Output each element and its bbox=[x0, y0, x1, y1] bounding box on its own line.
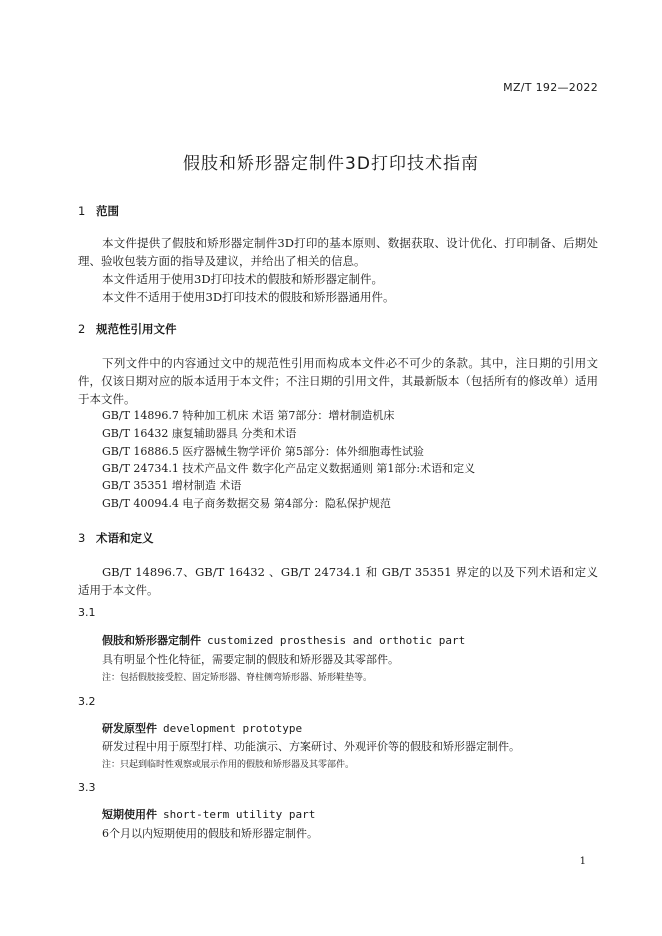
term-english: short-term utility part bbox=[163, 808, 316, 821]
paragraph: 本文件不适用于使用3D打印技术的假肢和矫形器通用件。 bbox=[102, 290, 395, 304]
reference-item: GB/T 16432 康复辅助器具 分类和术语 bbox=[102, 427, 297, 440]
term-definition: 6个月以内短期使用的假肢和矫形器定制件。 bbox=[102, 827, 318, 840]
term-english: customized prosthesis and orthotic part bbox=[207, 634, 466, 647]
section-title: 范围 bbox=[96, 204, 119, 218]
paragraph: 本文件提供了假肢和矫形器定制件3D打印的基本原则、数据获取、设计优化、打印制备、后期处理、验收包装方面的指导及建议，并给出了相关的信息。 bbox=[78, 236, 598, 268]
paragraph: 下列文件中的内容通过文中的规范性引用而构成本文件必不可少的条款。其中，注日期的引用文件，仅该日期对应的版本适用于本文件；不注日期的引用文件，其最新版本（包括所有的修改单）适用于本文件。 bbox=[78, 356, 598, 406]
term-chinese: 短期使用件 bbox=[102, 808, 157, 821]
section-2-heading bbox=[78, 321, 177, 337]
section-3-heading bbox=[78, 530, 154, 546]
document-title: 假肢和矫形器定制件3D打印技术指南 bbox=[183, 154, 479, 174]
term-chinese: 研发原型件 bbox=[102, 722, 157, 735]
reference-item: GB/T 24734.1 技术产品文件 数字化产品定义数据通则 第1部分:术语和定义 bbox=[102, 462, 476, 475]
page-number: 1 bbox=[579, 856, 586, 867]
term-number: 3.3 bbox=[78, 781, 96, 794]
term-english: development prototype bbox=[163, 722, 303, 735]
term-definition: 研发过程中用于原型打样、功能演示、方案研讨、外观评价等的假肢和矫形器定制件。 bbox=[102, 740, 520, 753]
term-number: 3.2 bbox=[78, 695, 96, 708]
section-number: 2 bbox=[78, 322, 86, 336]
term-chinese: 假肢和矫形器定制件 bbox=[102, 634, 201, 647]
term-entry bbox=[102, 632, 465, 648]
section-2-intro bbox=[78, 354, 598, 408]
paragraph: GB/T 14896.7、GB/T 16432 、GB/T 24734.1 和 GB/T 35351 界定的以及下列术语和定义适用于本文件。 bbox=[78, 565, 598, 597]
term-entry bbox=[102, 720, 302, 736]
section-title: 术语和定义 bbox=[96, 531, 154, 545]
term-definition: 具有明显个性化特征，需要定制的假肢和矫形器及其零部件。 bbox=[102, 653, 399, 666]
reference-item: GB/T 35351 增材制造 术语 bbox=[102, 479, 242, 492]
term-entry bbox=[102, 806, 315, 822]
term-number: 3.1 bbox=[78, 606, 96, 619]
section-number: 1 bbox=[78, 204, 86, 218]
standard-number: MZ/T 192—2022 bbox=[503, 81, 598, 94]
paragraph: 本文件适用于使用3D打印技术的假肢和矫形器定制件。 bbox=[102, 272, 384, 286]
reference-item: GB/T 16886.5 医疗器械生物学评价 第5部分：体外细胞毒性试验 bbox=[102, 445, 424, 458]
reference-item: GB/T 14896.7 特种加工机床 术语 第7部分：增材制造机床 bbox=[102, 409, 395, 422]
section-1-heading bbox=[78, 203, 119, 219]
term-note: 注：只起到临时性观察或展示作用的假肢和矫形器及其零部件。 bbox=[102, 760, 355, 770]
section-3-intro bbox=[78, 563, 598, 599]
section-1-body bbox=[78, 234, 598, 306]
section-title: 规范性引用文件 bbox=[96, 322, 177, 336]
reference-item: GB/T 40094.4 电子商务数据交易 第4部分：隐私保护规范 bbox=[102, 497, 391, 510]
term-note: 注：包括假肢接受腔、固定矫形器、脊柱侧弯矫形器、矫形鞋垫等。 bbox=[102, 673, 373, 683]
section-number: 3 bbox=[78, 531, 86, 545]
